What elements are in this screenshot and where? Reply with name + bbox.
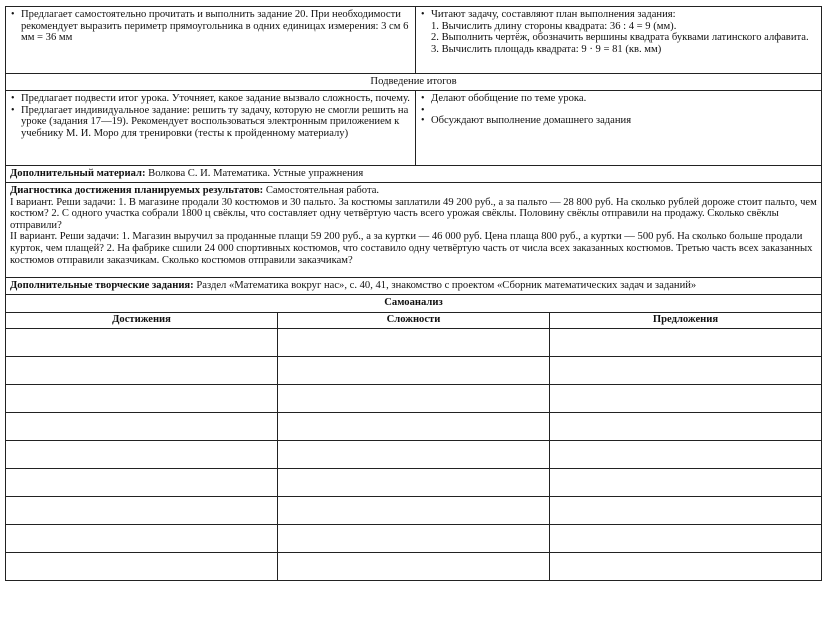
summary-teacher-cell xyxy=(6,91,416,166)
empty-row xyxy=(6,497,822,525)
extra-material-label: Дополнительный материал: xyxy=(10,168,146,179)
self-analysis-title: Самоанализ xyxy=(6,295,822,313)
achievement-cell[interactable] xyxy=(6,329,278,357)
extra-material-row xyxy=(6,166,822,183)
empty-row xyxy=(6,329,822,357)
difficulty-cell[interactable] xyxy=(278,553,550,581)
empty-row xyxy=(6,413,822,441)
summary-header-row xyxy=(6,74,822,91)
difficulty-cell[interactable] xyxy=(278,441,550,469)
suggestion-cell[interactable] xyxy=(550,497,822,525)
plan-step: 1. Вычислить длину стороны квадрата: 36 : 4 = 9 (мм). xyxy=(431,20,677,32)
teacher-task-item: • Предлагает самостоятельно прочитать и выполнить задание 20. При необходимости рекомендует выразить периметр прямоугольника в одних единицах измерения: 3 см 6 мм = 36 мм xyxy=(10,9,411,44)
achievement-cell[interactable] xyxy=(6,525,278,553)
student-task-intro: • Читают задачу, составляют план выполнения задания: xyxy=(420,9,817,21)
diagnostics-text: Самостоятельная работа. xyxy=(263,185,380,196)
plan-step: 2. Выполнить чертёж, обозначить вершины квадрата буквами латинского алфавита. xyxy=(431,32,809,44)
empty-row xyxy=(6,469,822,497)
creative-cell xyxy=(6,278,822,295)
summary-student-cell xyxy=(416,91,822,166)
difficulty-cell[interactable] xyxy=(278,497,550,525)
column-difficulties: Сложности xyxy=(278,313,550,329)
suggestion-cell[interactable] xyxy=(550,357,822,385)
achievement-cell[interactable] xyxy=(6,497,278,525)
suggestion-cell[interactable] xyxy=(550,525,822,553)
suggestion-cell[interactable] xyxy=(550,469,822,497)
creative-label: Дополнительные творческие задания: xyxy=(10,280,194,291)
summary-student-item: • Обсуждают выполнение домашнего задания xyxy=(420,115,817,127)
suggestion-cell[interactable] xyxy=(550,553,822,581)
task-20-row xyxy=(6,7,822,74)
difficulty-cell[interactable] xyxy=(278,357,550,385)
diagnostics-row xyxy=(6,183,822,278)
summary-teacher-item: • Предлагает подвести итог урока. Уточняет, какое задание вызвало сложность, почему. xyxy=(10,93,411,105)
student-activity-cell xyxy=(416,7,822,74)
difficulty-cell[interactable] xyxy=(278,329,550,357)
empty-row xyxy=(6,357,822,385)
creative-row xyxy=(6,278,822,295)
difficulty-cell[interactable] xyxy=(278,469,550,497)
self-analysis-grid xyxy=(5,312,822,581)
self-analysis-header-row xyxy=(6,313,822,329)
self-analysis-title-row xyxy=(6,295,822,313)
empty-row xyxy=(6,441,822,469)
lesson-plan-page xyxy=(5,6,821,581)
suggestion-cell[interactable] xyxy=(550,385,822,413)
achievement-cell[interactable] xyxy=(6,441,278,469)
suggestion-cell[interactable] xyxy=(550,329,822,357)
summary-row xyxy=(6,91,822,166)
variant-2: II вариант. Реши задачи: 1. Магазин выручил за проданные плащи 59 200 руб., а за куртки — 46 000 руб. Цена плаща 800 руб., а куртки — 500 руб. На сколько больше продали курток, чем плащей? 2. На фабрике сшили 24 000 спортивных костюмов, что составило одну четвёртую часть от числа всех заказанных костюмов. Третью часть всех заказанных костюмов отправили заказчикам. Сколько костюмов отправили заказчикам? xyxy=(10,231,813,266)
achievement-cell[interactable] xyxy=(6,413,278,441)
creative-text: Раздел «Математика вокруг нас», с. 40, 41, знакомство с проектом «Сборник математических задач и заданий» xyxy=(193,280,697,291)
summary-teacher-item: • Предлагает индивидуальное задание: решить ту задачу, которую не смогли решить на уроке (задания 17—19). Рекомендует воспользоваться электронным приложением к учебнику М. И. Моро для тренировки (тесты к пройденному материалу) xyxy=(10,105,411,140)
empty-row xyxy=(6,525,822,553)
achievement-cell[interactable] xyxy=(6,469,278,497)
difficulty-cell[interactable] xyxy=(278,525,550,553)
extra-material-cell xyxy=(6,166,822,183)
achievement-cell[interactable] xyxy=(6,553,278,581)
variant-1: I вариант. Реши задачи: 1. В магазине продали 30 костюмов и 30 пальто. За костюмы заплатили 49 200 руб., а за пальто — 28 800 руб. На сколько рублей дороже стоит пальто, чем костюм? 2. С одного участка собрали 1800 ц свёклы, что составляет одну четвёртую часть всего урожая свёклы. Половину свёклы отправили на продажу. Сколько свёклы отправили? xyxy=(10,196,817,231)
plan-step: 3. Вычислить площадь квадрата: 9 · 9 = 81 (кв. мм) xyxy=(431,43,662,55)
plan-steps xyxy=(420,21,817,56)
suggestion-cell[interactable] xyxy=(550,441,822,469)
difficulty-cell[interactable] xyxy=(278,413,550,441)
empty-row xyxy=(6,553,822,581)
summary-student-item: • Делают обобщение по теме урока. xyxy=(420,93,817,105)
achievement-cell[interactable] xyxy=(6,385,278,413)
summary-header: Подведение итогов xyxy=(6,74,822,91)
diagnostics-cell xyxy=(6,183,822,278)
difficulty-cell[interactable] xyxy=(278,385,550,413)
empty-row xyxy=(6,385,822,413)
suggestion-cell[interactable] xyxy=(550,413,822,441)
lesson-table xyxy=(5,6,822,313)
extra-material-text: Волкова С. И. Математика. Устные упражнения xyxy=(145,168,364,179)
diagnostics-label: Диагностика достижения планируемых результатов: xyxy=(10,185,264,196)
column-suggestions: Предложения xyxy=(550,313,822,329)
teacher-activity-cell xyxy=(6,7,416,74)
achievement-cell[interactable] xyxy=(6,357,278,385)
column-achievements: Достижения xyxy=(6,313,278,329)
